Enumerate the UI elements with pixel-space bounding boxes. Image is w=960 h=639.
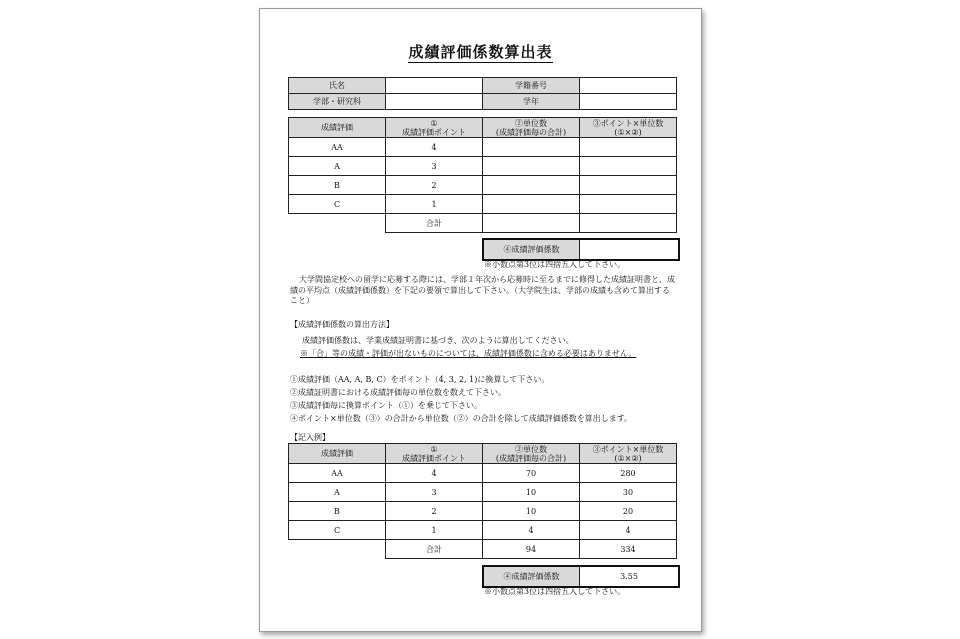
faculty-label: 学部・研究科 <box>289 94 386 110</box>
product-total: 334 <box>580 540 677 559</box>
grade-header: 成績評価 <box>289 444 386 464</box>
credits-cell: 10 <box>483 502 580 521</box>
credits-header: ②単位数 (成績評価毎の合計) <box>483 118 580 138</box>
grade-cell: B <box>289 176 386 195</box>
grade-cell: C <box>289 195 386 214</box>
product-cell: 280 <box>580 464 677 483</box>
grade-cell: B <box>289 502 386 521</box>
product-cell: 30 <box>580 483 677 502</box>
year-field[interactable] <box>580 94 677 110</box>
method-heading: 【成績評価係数の算出方法】 <box>290 320 394 329</box>
faculty-field[interactable] <box>386 94 483 110</box>
credits-cell: 10 <box>483 483 580 502</box>
grade-calc-table <box>288 117 677 233</box>
product-cell: 20 <box>580 502 677 521</box>
points-cell: 2 <box>386 502 483 521</box>
student-id-label: 学籍番号 <box>483 78 580 94</box>
credits-header: ②単位数 (成績評価毎の合計) <box>483 444 580 464</box>
coefficient-box <box>482 238 680 261</box>
coefficient-label: ④成績評価係数 <box>484 240 580 259</box>
grade-cell: A <box>289 483 386 502</box>
credits-field[interactable] <box>483 157 580 176</box>
product-header: ③ポイント×単位数 (①×②) <box>580 444 677 464</box>
example-coefficient-value: 3.55 <box>620 572 638 581</box>
method-note: ※「合」等の成績・評価が出ないものについては、成績評価係数に含める必要はありません。 <box>300 349 637 358</box>
credits-field[interactable] <box>483 195 580 214</box>
total-label: 合計 <box>386 214 483 233</box>
intro-paragraph: 大学間協定校への留学に応募する際には、学部１年次から応募時に至るまでに修得した成績証明書と、成績の平均点（成績評価係数）を下記の要領で算出して下さい。（大学院生は、学部の成績も含めて算出すること） <box>290 275 675 305</box>
credits-field[interactable] <box>483 176 580 195</box>
credits-total: 94 <box>483 540 580 559</box>
points-cell: 4 <box>386 138 483 157</box>
credits-total-field[interactable] <box>483 214 580 233</box>
grade-cell: C <box>289 521 386 540</box>
example-heading: 【記入例】 <box>290 433 330 442</box>
product-total-field[interactable] <box>580 214 677 233</box>
points-cell: 1 <box>386 195 483 214</box>
grade-header: 成績評価 <box>289 118 386 138</box>
credits-cell: 4 <box>483 521 580 540</box>
product-field[interactable] <box>580 176 677 195</box>
product-field[interactable] <box>580 157 677 176</box>
method-line: 成績評価係数は、学業成績証明書に基づき、次のように算出してください。 <box>302 336 574 345</box>
student-id-field[interactable] <box>580 78 677 94</box>
name-field[interactable] <box>386 78 483 94</box>
year-label: 学年 <box>483 94 580 110</box>
product-header: ③ポイント×単位数 (①×②) <box>580 118 677 138</box>
step-item: ③成績評価毎に換算ポイント（①）を乗じて下さい。 <box>290 401 482 410</box>
example-coefficient-box <box>482 565 680 588</box>
total-label: 合計 <box>386 540 483 559</box>
credits-cell: 70 <box>483 464 580 483</box>
coefficient-field[interactable] <box>580 240 678 259</box>
product-cell: 4 <box>580 521 677 540</box>
student-info-table <box>288 77 677 110</box>
rounding-note: ※小数点第3位は四捨五入して下さい。 <box>484 587 626 596</box>
grade-cell: AA <box>289 138 386 157</box>
points-header: ① 成績評価ポイント <box>386 444 483 464</box>
points-cell: 3 <box>386 483 483 502</box>
page-title: 成績評価係数算出表 <box>408 43 553 61</box>
coefficient-label: ④成績評価係数 <box>484 567 580 586</box>
points-cell: 2 <box>386 176 483 195</box>
grade-cell: A <box>289 157 386 176</box>
points-cell: 4 <box>386 464 483 483</box>
product-field[interactable] <box>580 195 677 214</box>
points-header: ① 成績評価ポイント <box>386 118 483 138</box>
grade-cell: AA <box>289 464 386 483</box>
points-cell: 3 <box>386 157 483 176</box>
name-label: 氏名 <box>289 78 386 94</box>
document-page <box>259 8 702 632</box>
points-cell: 1 <box>386 521 483 540</box>
step-item: ①成績評価（AA, A, B, C）をポイント（4, 3, 2, 1)に換算して下さい。 <box>290 375 550 384</box>
step-item: ②成績証明書における成績評価毎の単位数を数えて下さい。 <box>290 388 506 397</box>
rounding-note: ※小数点第3位は四捨五入して下さい。 <box>484 260 626 269</box>
product-field[interactable] <box>580 138 677 157</box>
example-table <box>288 443 677 559</box>
credits-field[interactable] <box>483 138 580 157</box>
step-item: ④ポイント×単位数（③）の合計から単位数（②）の合計を除して成績評価係数を算出します。 <box>290 414 633 423</box>
